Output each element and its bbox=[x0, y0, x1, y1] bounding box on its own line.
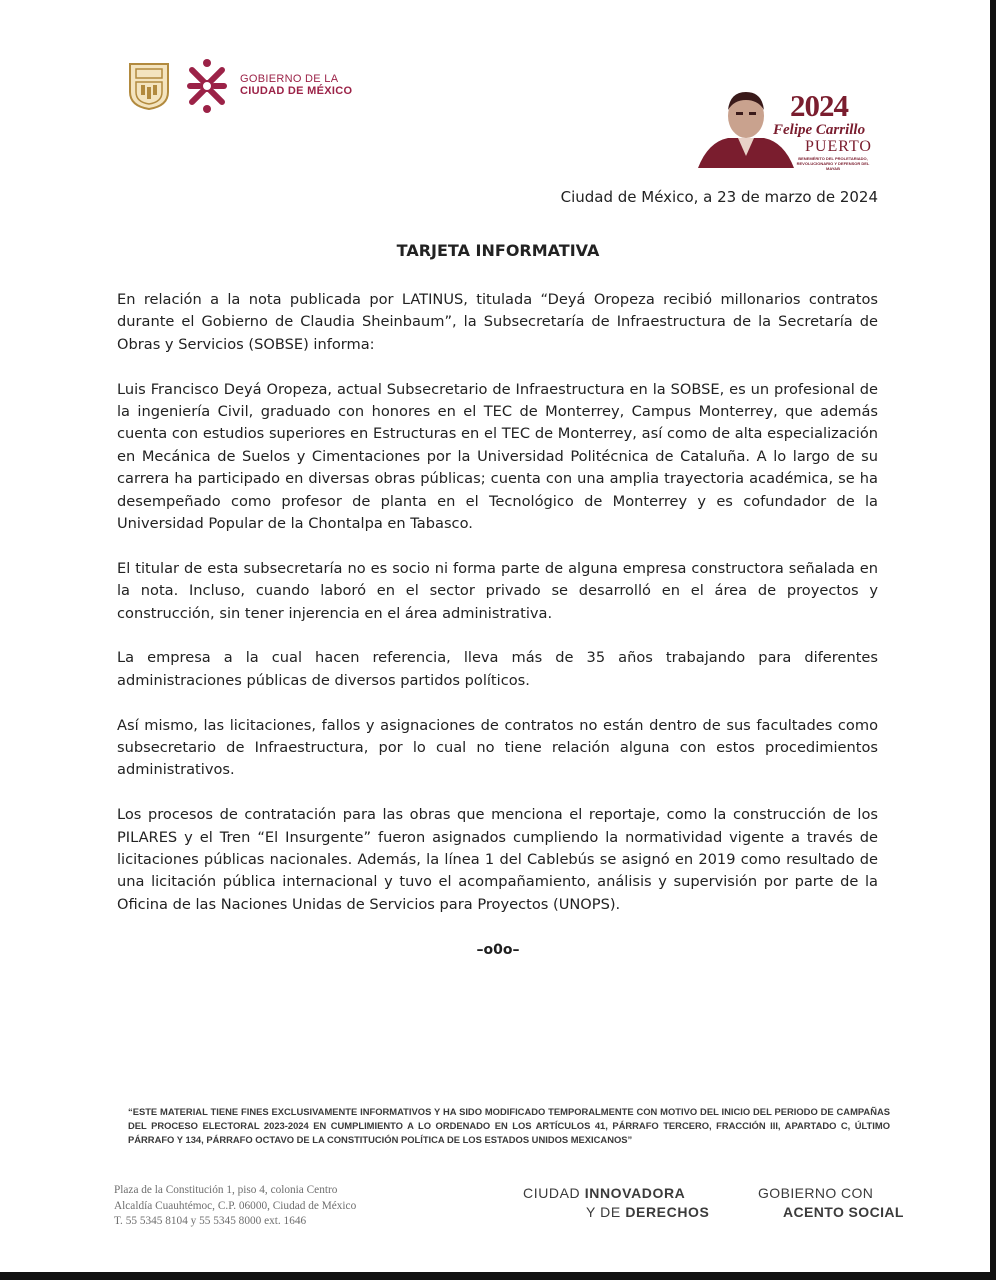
slogan-text: Y DE bbox=[586, 1204, 626, 1220]
year-honoree-name: Felipe Carrillo bbox=[773, 122, 866, 138]
slogan-text: GOBIERNO CON bbox=[758, 1185, 874, 1201]
address-line: Alcaldía Cuauhtémoc, C.P. 06000, Ciudad de México bbox=[114, 1199, 357, 1212]
paragraph: El titular de esta subsecretaría no es socio ni forma parte de alguna empresa constructora señalada en la nota. Incluso, cuando laboró en el sector privado se desarrolló en el área de proyectos y construcción, sin tener injerencia en el área administrativa. bbox=[117, 559, 878, 622]
paragraph: La empresa a la cual hacen referencia, lleva más de 35 años trabajando para diferentes administraciones públicas de diversos partidos políticos. bbox=[117, 649, 878, 689]
gov-line-2: CIUDAD DE MÉXICO bbox=[240, 85, 353, 97]
slogan-text-strong: ACENTO SOCIAL bbox=[783, 1204, 904, 1220]
legal-disclaimer: “ESTE MATERIAL TIENE FINES EXCLUSIVAMENTE INFORMATIVOS Y HA SIDO MODIFICADO TEMPORALMENTE CON MOTIVO DEL INICIO DEL PERIODO DE CAMPAÑAS DEL PROCESO ELECTORAL 2023-2024 EN CUMPLIMIENTO A LO ORDENADO EN LOS ARTÍCULOS 41, PÁRRAFO TERCERO, FRACCIÓN III, APARTADO C, ÚLTIMO PÁRRAFO Y 134, PÁRRAFO OCTAVO DE LA CONSTITUCIÓN POLÍTICA DE LOS ESTADOS UNIDOS MEXICANOS” bbox=[128, 1106, 890, 1145]
address-line: Plaza de la Constitución 1, piso 4, colonia Centro bbox=[114, 1184, 338, 1196]
cdmx-logo-icon bbox=[182, 58, 232, 114]
slogan-text: CIUDAD bbox=[523, 1185, 585, 1201]
year-label: 2024 bbox=[790, 88, 848, 123]
year-honoree-surname: PUERTO bbox=[805, 138, 872, 155]
paragraph: En relación a la nota publicada por LATINUS, titulada “Deyá Oropeza recibió millonarios contratos durante el Gobierno de Claudia Sheinbaum”, la Subsecretaría de Infraestructura de la Secretaría de Obras y Servicios (SOBSE) informa: bbox=[117, 291, 878, 353]
document-body bbox=[117, 289, 878, 939]
slogan-text-strong: INNOVADORA bbox=[584, 1185, 686, 1201]
document-date: Ciudad de México, a 23 de marzo de 2024 bbox=[560, 188, 878, 206]
paragraph: Los procesos de contratación para las obras que menciona el reportaje, como la construcción de los PILARES y el Tren “El Insurgente” fueron asignados cumpliendo la normatividad vigente a través de licitaciones públicas nacionales. Además, la línea 1 del Cablebús se asignó en 2019 como resultado de una licitación pública internacional y tuvo el acompañamiento, análisis y supervisión por parte de la Oficina de las Naciones Unidas de Servicios para Proyectos (UNOPS). bbox=[117, 806, 878, 913]
address-line: T. 55 5345 8104 y 55 5345 8000 ext. 1646 bbox=[114, 1215, 307, 1228]
paragraph: Así mismo, las licitaciones, fallos y asignaciones de contratos no están dentro de sus facultades como subsecretario de Infraestructura, por lo cual no tiene relación alguna con estos procedimientos administrativos. bbox=[117, 716, 878, 779]
closing-mark: –o0o– bbox=[476, 942, 520, 958]
gov-line-1: GOBIERNO DE LA bbox=[240, 73, 339, 85]
coat-of-arms-icon bbox=[128, 62, 170, 110]
document-title: TARJETA INFORMATIVA bbox=[396, 241, 600, 260]
slogan-innovadora bbox=[523, 1184, 709, 1222]
government-name bbox=[240, 73, 352, 97]
year-motto: BENEMÉRITO DEL PROLETARIADO, REVOLUCIONARIO Y DEFENSOR DEL MAYAB bbox=[796, 156, 870, 171]
footer-address bbox=[114, 1183, 356, 1230]
paragraph: Luis Francisco Deyá Oropeza, actual Subsecretario de Infraestructura en la SOBSE, es un profesional de la ingeniería Civil, graduado con honores en el TEC de Monterrey, Campus Monterrey, que además cuenta con estudios superiores en Estructuras en el TEC de Monterrey, así como de alta especialización en Mecánica de Suelos y Cimentaciones por la Universidad Politécnica de Cataluña. A lo largo de su carrera ha participado en diversas obras públicas; cuenta con una amplia trayectoria académica, se ha desempeñado como profesor de planta en el Tecnológico de Monterrey y es cofundador de la Universidad Popular de la Chontalpa en Tabasco. bbox=[117, 380, 878, 533]
slogan-acento-social bbox=[758, 1184, 904, 1222]
slogan-text-strong: DERECHOS bbox=[625, 1204, 710, 1220]
